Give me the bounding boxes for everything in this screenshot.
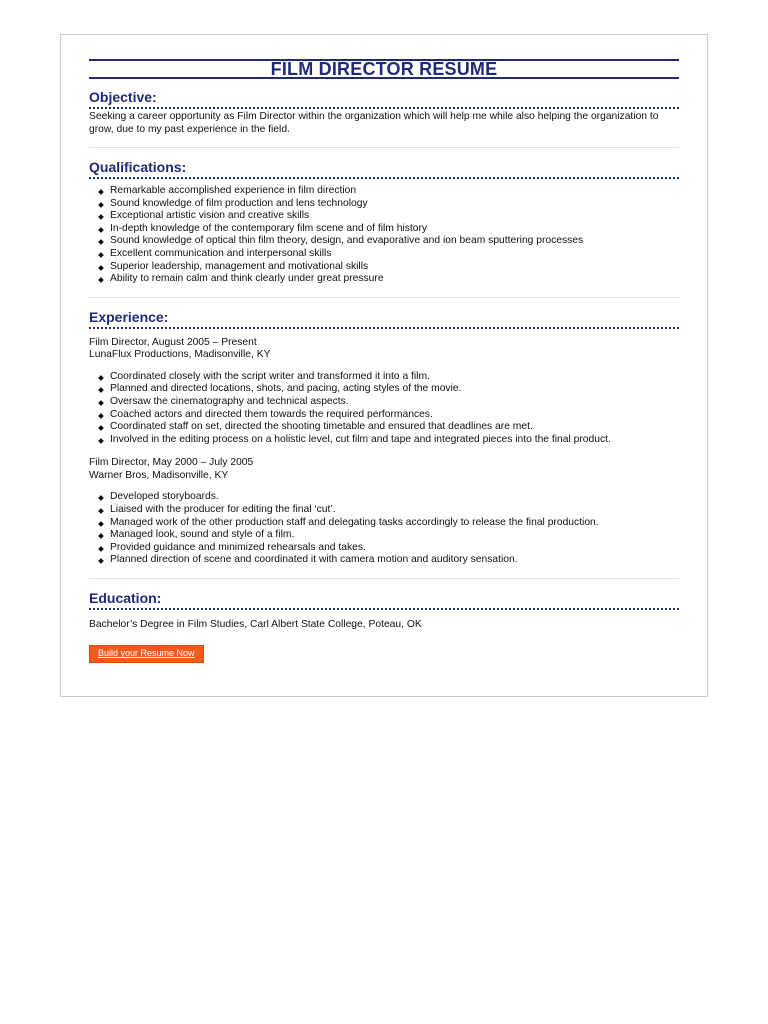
list-item: Sound knowledge of film production and lens technology bbox=[89, 198, 679, 211]
qualifications-list bbox=[89, 185, 679, 286]
resume-title: FILM DIRECTOR RESUME bbox=[270, 59, 498, 79]
list-item: Involved in the editing process on a holistic level, cut film and tape and integrated pieces into the final product. bbox=[89, 434, 679, 447]
list-item: Planned and directed locations, shots, and pacing, acting styles of the movie. bbox=[89, 383, 679, 396]
section-divider bbox=[89, 297, 679, 298]
job-duties-list bbox=[89, 371, 679, 447]
education-heading: Education: bbox=[89, 590, 679, 610]
education-section bbox=[89, 590, 679, 632]
list-item: Excellent communication and interpersonal skills bbox=[89, 248, 679, 261]
list-item: Coordinated closely with the script writer and transformed it into a film. bbox=[89, 371, 679, 384]
education-text: Bachelor’s Degree in Film Studies, Carl Albert State College, Poteau, OK bbox=[89, 618, 422, 630]
section-divider bbox=[89, 578, 679, 579]
list-item: Managed look, sound and style of a film. bbox=[89, 529, 679, 542]
objective-section bbox=[89, 89, 679, 136]
job-entry bbox=[89, 457, 679, 482]
experience-heading: Experience: bbox=[89, 309, 679, 329]
job-company: LunaFlux Productions, Madisonville, KY bbox=[89, 349, 271, 361]
qualifications-heading: Qualifications: bbox=[89, 159, 679, 179]
list-item: Ability to remain calm and think clearly under great pressure bbox=[89, 273, 679, 286]
qualifications-section bbox=[89, 159, 679, 286]
experience-section bbox=[89, 309, 679, 567]
build-resume-button[interactable]: Build your Resume Now bbox=[89, 645, 204, 663]
list-item: Coached actors and directed them towards the required performances. bbox=[89, 409, 679, 422]
job-entry bbox=[89, 337, 679, 362]
list-item: Exceptional artistic vision and creative skills bbox=[89, 210, 679, 223]
job-company: Warner Bros, Madisonville, KY bbox=[89, 469, 229, 481]
job-position: Film Director, May 2000 – July 2005 bbox=[89, 457, 254, 469]
section-divider bbox=[89, 147, 679, 148]
list-item: Superior leadership, management and motivational skills bbox=[89, 261, 679, 274]
list-item: Developed storyboards. bbox=[89, 491, 679, 504]
list-item: Remarkable accomplished experience in film direction bbox=[89, 185, 679, 198]
objective-text: Seeking a career opportunity as Film Director within the organization which will help me while also helping the organization to grow, due to my past experience in the field. bbox=[89, 111, 659, 135]
list-item: Oversaw the cinematography and technical aspects. bbox=[89, 396, 679, 409]
title-bar bbox=[89, 59, 679, 79]
resume-content bbox=[89, 59, 679, 663]
list-item: In-depth knowledge of the contemporary film scene and of film history bbox=[89, 223, 679, 236]
job-duties-list bbox=[89, 491, 679, 567]
list-item: Managed work of the other production staff and delegating tasks accordingly to release the final production. bbox=[89, 517, 679, 530]
list-item: Coordinated staff on set, directed the shooting timetable and ensured that deadlines are met. bbox=[89, 421, 679, 434]
job-position: Film Director, August 2005 – Present bbox=[89, 336, 257, 348]
objective-heading: Objective: bbox=[89, 89, 679, 109]
list-item: Provided guidance and minimized rehearsals and takes. bbox=[89, 542, 679, 555]
resume-page bbox=[60, 34, 708, 697]
list-item: Planned direction of scene and coordinated it with camera motion and auditory sensation. bbox=[89, 554, 679, 567]
list-item: Sound knowledge of optical thin film theory, design, and evaporative and ion beam sputtering processes bbox=[89, 235, 679, 248]
list-item: Liaised with the producer for editing the final ‘cut’. bbox=[89, 504, 679, 517]
